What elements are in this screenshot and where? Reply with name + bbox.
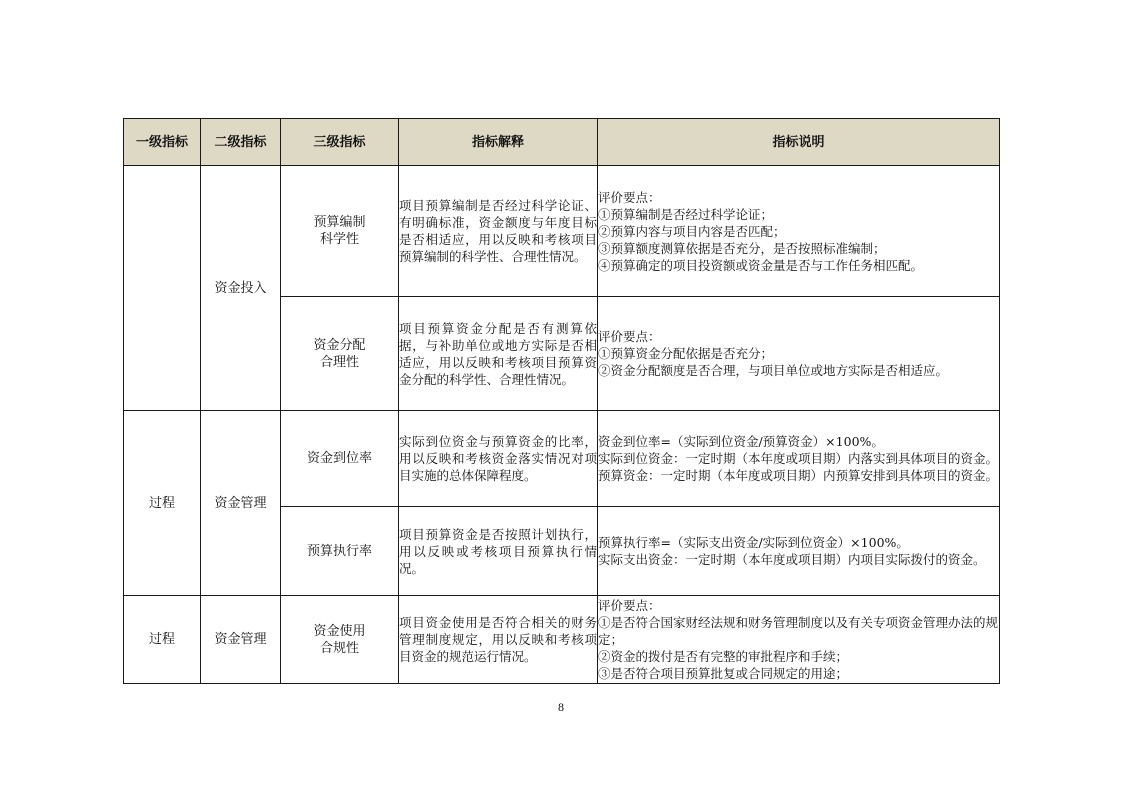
description-line: 资金到位率=（实际到位资金/预算资金）×100%。 xyxy=(598,434,884,449)
description-line: 预算资金：一定时期（本年度或项目期）内预算安排到具体项目的资金。 xyxy=(598,468,999,483)
level2-cell: 资金管理 xyxy=(201,411,281,596)
description-line: ②资金的拨付是否有完整的审批程序和手续； xyxy=(598,649,849,664)
level3-cell xyxy=(281,297,399,411)
table-row xyxy=(124,166,1000,297)
level3-line: 合理性 xyxy=(319,354,359,370)
level1-cell xyxy=(124,166,201,411)
description-cell xyxy=(598,411,1000,507)
explanation-cell: 项目预算资金是否按照计划执行，用以反映或考核项目预算执行情况。 xyxy=(399,507,598,596)
table-row xyxy=(124,596,1000,684)
table-row xyxy=(124,411,1000,507)
description-line: ③是否符合项目预算批复或合同规定的用途； xyxy=(598,666,849,681)
level2-cell: 资金管理 xyxy=(201,596,281,684)
level3-line: 资金到位率 xyxy=(306,451,372,466)
level3-line: 预算执行率 xyxy=(306,543,372,559)
description-line: ①预算编制是否经过科学论证； xyxy=(598,206,774,222)
description-cell xyxy=(598,507,1000,596)
description-line: ②预算内容与项目内容是否匹配； xyxy=(598,223,786,239)
header-description: 指标说明 xyxy=(598,119,1000,166)
header-level3: 三级指标 xyxy=(281,119,399,166)
description-line: ③预算额度测算依据是否充分，是否按照标准编制； xyxy=(598,240,886,256)
description-line: 实际到位资金：一定时期（本年度或项目期）内落实到具体项目的资金。 xyxy=(598,451,999,466)
level3-line: 资金分配 xyxy=(313,337,366,353)
description-line: ④预算确定的项目投资额或资金量是否与工作任务相匹配。 xyxy=(598,257,924,273)
description-line: ①是否符合国家财经法规和财务管理制度以及有关专项资金管理办法的规定； xyxy=(598,615,999,647)
level3-cell xyxy=(281,507,399,596)
page-number: 8 xyxy=(558,700,564,714)
explanation-cell: 项目预算资金分配是否有测算依据，与补助单位或地方实际是否相适应，用以反映和考核项目预算资金分配的科学性、合理性情况。 xyxy=(399,297,598,411)
description-line: 预算执行率=（实际支出资金/实际到位资金）×100%。 xyxy=(598,535,909,550)
level3-line: 合规性 xyxy=(319,640,359,656)
level2-cell: 资金投入 xyxy=(201,166,281,411)
explanation-cell: 实际到位资金与预算资金的比率，用以反映和考核资金落实情况对项目实施的总体保障程度。 xyxy=(399,411,598,507)
explanation-cell: 项目资金使用是否符合相关的财务管理制度规定，用以反映和考核项目资金的规范运行情况。 xyxy=(399,596,598,684)
indicator-table xyxy=(123,118,1000,684)
description-line: ①预算资金分配依据是否充分； xyxy=(598,346,774,361)
level3-cell xyxy=(281,596,399,684)
description-line: ②资金分配额度是否合理，与项目单位或地方实际是否相适应。 xyxy=(598,363,949,378)
description-cell xyxy=(598,297,1000,411)
description-cell xyxy=(598,166,1000,297)
level3-line: 资金使用 xyxy=(313,623,366,639)
description-line: 评价要点： xyxy=(598,329,661,344)
description-line: 实际支出资金：一定时期（本年度或项目期）内项目实际拨付的资金。 xyxy=(598,552,986,567)
explanation-cell: 项目预算编制是否经过科学论证、有明确标准，资金额度与年度目标是否相适应，用以反映和考核项目预算编制的科学性、合理性情况。 xyxy=(399,166,598,297)
header-level2: 二级指标 xyxy=(201,119,281,166)
description-line: 评价要点： xyxy=(598,189,661,205)
level3-cell xyxy=(281,411,399,507)
level3-line: 预算编制 xyxy=(313,215,366,230)
table-header-row xyxy=(124,119,1000,166)
header-explanation: 指标解释 xyxy=(399,119,598,166)
header-level1: 一级指标 xyxy=(124,119,201,166)
level3-cell xyxy=(281,166,399,297)
description-cell xyxy=(598,596,1000,684)
description-line: 评价要点： xyxy=(598,598,661,613)
level3-line: 科学性 xyxy=(319,232,359,247)
level1-cell: 过程 xyxy=(124,411,201,596)
level1-cell: 过程 xyxy=(124,596,201,684)
